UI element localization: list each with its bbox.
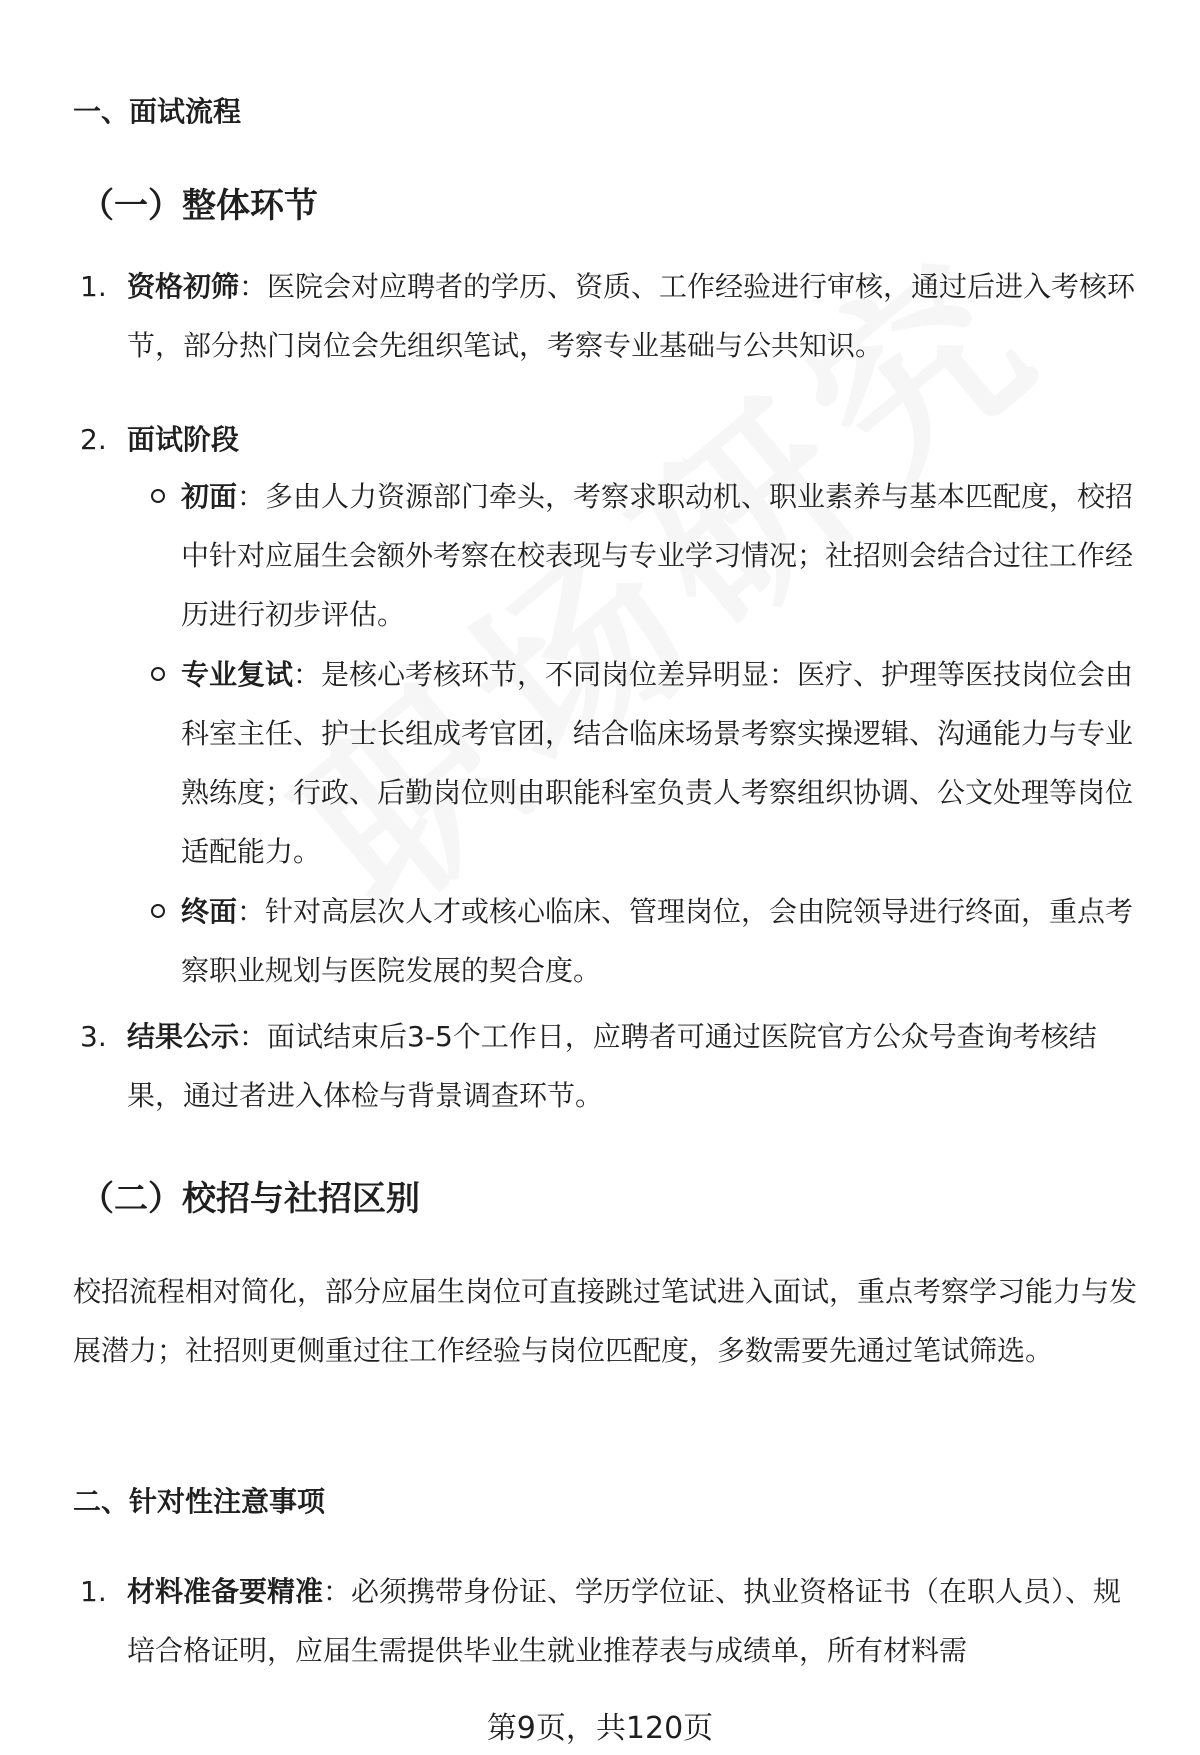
list-item-separator: ： xyxy=(323,1575,352,1608)
sub-list-item-separator: ： xyxy=(237,895,266,928)
paragraph: 校招流程相对简化，部分应届生岗位可直接跳过笔试进入面试，重点考察学习能力与发展潜力；社招则更侧重过往工作经验与岗位匹配度，多数需要先通过笔试筛选。 xyxy=(73,1275,1138,1367)
list-number: 1. xyxy=(80,270,107,303)
bullet-icon xyxy=(151,489,165,503)
sub-list-item-separator: ： xyxy=(237,480,266,513)
list-item-text: 面试结束后3-5个工作日，应聘者可通过医院官方公众号查询考核结果，通过者进入体检与背景调查环节。 xyxy=(127,1020,1097,1112)
sub-list-item xyxy=(181,645,1141,881)
list-item xyxy=(127,257,1143,375)
list-item xyxy=(127,1007,1143,1125)
page-footer: 第9页，共120页 xyxy=(486,1711,714,1746)
list-number: 2. xyxy=(80,423,107,456)
list-number: 1. xyxy=(80,1575,107,1608)
sub-list-item xyxy=(181,467,1141,644)
subsection-heading-1: （一）整体环节 xyxy=(80,186,318,226)
list-item-separator: ： xyxy=(239,270,268,303)
list-item xyxy=(127,410,239,469)
sub-list-item-text: 多由人力资源部门牵头，考察求职动机、职业素养与基本匹配度，校招中针对应届生会额外考察在校表现与专业学习情况；社招则会结合过往工作经历进行初步评估。 xyxy=(181,480,1134,631)
list-number: 3. xyxy=(80,1020,107,1053)
sub-list-item xyxy=(181,882,1141,1000)
section-heading-2: 二、针对性注意事项 xyxy=(73,1485,326,1518)
sub-list-item-separator: ： xyxy=(293,658,322,691)
list-item-text: 医院会对应聘者的学历、资质、工作经验进行审核，通过后进入考核环节，部分热门岗位会先组织笔试，考察专业基础与公共知识。 xyxy=(127,270,1136,362)
sub-list-item-label: 专业复试 xyxy=(181,658,294,691)
list-item-separator: ： xyxy=(239,1020,268,1053)
list-item-label: 资格初筛 xyxy=(127,270,240,303)
list-item-label: 材料准备要精准 xyxy=(127,1575,324,1608)
list-item-text: 必须携带身份证、学历学位证、执业资格证书（在职人员）、规培合格证明，应届生需提供毕业生就业推荐表与成绩单，所有材料需 xyxy=(127,1575,1122,1667)
sub-list-item-label: 终面 xyxy=(181,895,238,928)
list-item-label: 面试阶段 xyxy=(127,423,240,456)
section-heading-1: 一、面试流程 xyxy=(73,95,242,128)
list-item-label: 结果公示 xyxy=(127,1020,240,1053)
sub-list-item-label: 初面 xyxy=(181,480,238,513)
sub-list-item-text: 是核心考核环节，不同岗位差异明显：医疗、护理等医技岗位会由科室主任、护士长组成考官团，结合临床场景考察实操逻辑、沟通能力与专业熟练度；行政、后勤岗位则由职能科室负责人考察组织协调、公文处理等岗位适配能力。 xyxy=(181,658,1134,868)
bullet-icon xyxy=(151,904,165,918)
bullet-icon xyxy=(151,667,165,681)
list-item xyxy=(127,1562,1143,1680)
sub-list-item-text: 针对高层次人才或核心临床、管理岗位，会由院领导进行终面，重点考察职业规划与医院发展的契合度。 xyxy=(181,895,1134,987)
subsection-heading-2: （二）校招与社招区别 xyxy=(80,1179,420,1219)
